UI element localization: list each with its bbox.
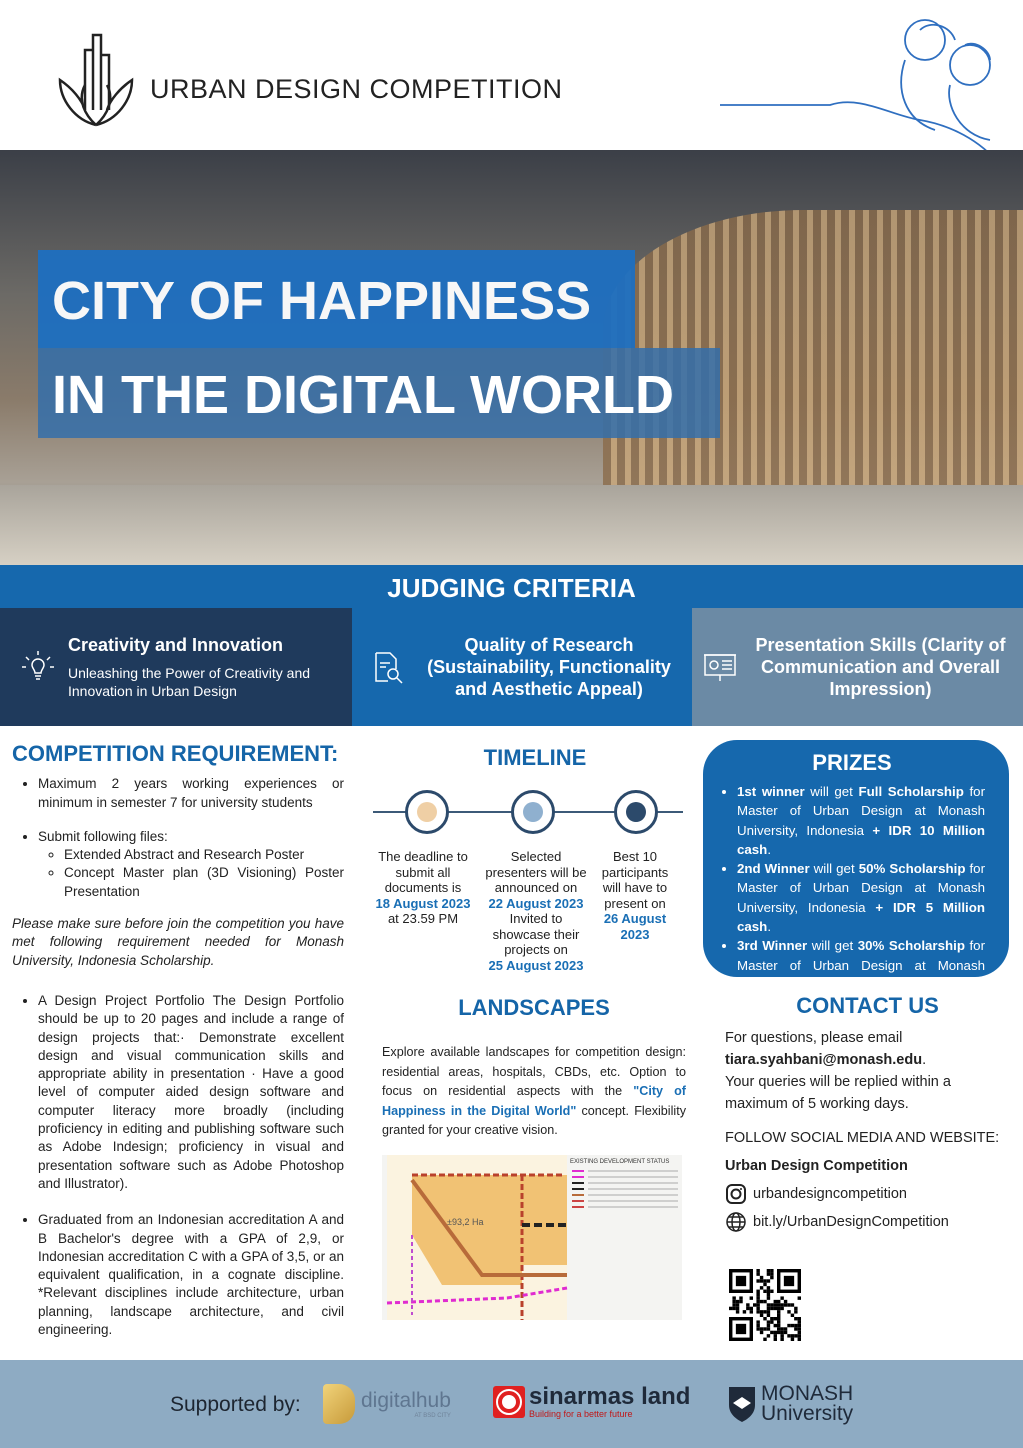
step-text: Invited to showcase their projects on (492, 911, 580, 957)
criterion-presentation (692, 608, 1023, 726)
timeline-step-2 (481, 849, 591, 973)
prize-award: 30% Scholarship (857, 938, 965, 954)
timeline-node-2 (511, 790, 555, 834)
prize-item (737, 782, 985, 859)
logo-text: sinarmas land (529, 1383, 691, 1410)
text: concept. Flexibility granted for your creative vision. (382, 1103, 686, 1137)
requirement-item (38, 775, 344, 812)
logo-subtext: Building for a better future (529, 1409, 633, 1419)
monash-university-logo (727, 1384, 853, 1424)
logo-text: MONASH (761, 1382, 854, 1405)
landscapes (382, 995, 686, 1141)
prize-mid: will get (809, 861, 859, 877)
logo-text: University (761, 1402, 854, 1425)
prize-rank: 3rd Winner (737, 938, 808, 954)
prize-rest: for Master of Urban Design at Monash University, Indonesia (737, 861, 986, 915)
timeline-step-3 (597, 849, 673, 942)
prize-end: . (767, 919, 772, 935)
requirement-item: • Graduated from an Indonesian accreditation A and B Bachelor's degree with a GPA of 2,9, or Indonesian accreditation C with a GPA of 3,5, or an equivalent qualification, in a cognate discipline. *Relevant disciplines include architecture, urban planning, landscape architecture, and civil engineering. (38, 1211, 344, 1339)
prize-end: . (767, 841, 772, 857)
concept-highlight: "City of Happiness in the Digital World" (382, 1084, 687, 1118)
step-date: 18 August 2023 (375, 895, 471, 911)
hero-title-line2: IN THE DIGITAL WORLD (38, 348, 720, 438)
requirement-subitem: ◦ Concept Master plan (3D Visioning) Poster Presentation (64, 864, 344, 901)
prize-rest: for Master of Urban Design at Monash University, Indonesia (737, 938, 985, 992)
step-text: Selected presenters will be announced on (485, 849, 587, 895)
contact-us: CONTACT US For questions, please email tiara.syahbani@monash.edu. Your queries will be replied within a maximum of 5 working days. FOLLOW SOCIAL MEDIA AND WEBSITE: Urban Design Competition urbandesigncompetition bit.ly/UrbanDesignCompetition (725, 995, 1010, 1233)
criterion-title: Presentation Skills (Clarity of Communication and Overall Impression) (755, 635, 1006, 699)
requirement-text: Submit following files: (38, 828, 168, 844)
criterion-research (352, 608, 692, 726)
step-text: at 23.59 PM (387, 911, 459, 926)
logo-subtext: AT BSD CITY (414, 1413, 451, 1419)
judging-criteria-heading: JUDGING CRITERIA (0, 565, 1023, 609)
website-link[interactable]: bit.ly/UrbanDesignCompetition (753, 1214, 949, 1230)
prize-cash: + IDR 3 Million cash (737, 976, 985, 1012)
step-date: 25 August 2023 (488, 957, 584, 973)
timeline-node-1 (405, 790, 449, 834)
site-map (382, 1155, 682, 1320)
brand-title: URBAN DESIGN COMPETITION (150, 74, 563, 104)
contact-reply-note: Your queries will be replied within a maximum of 5 working days. (725, 1074, 951, 1112)
prize-rank: 1st winner (737, 784, 805, 799)
requirement-text: Maximum 2 years working experiences or minimum in semester 7 for university students (38, 776, 344, 810)
contact-line: For questions, please email (725, 1030, 903, 1046)
competition-requirement (12, 741, 344, 1339)
sinarmas-mark-icon (493, 1386, 525, 1418)
timeline-dot (626, 802, 646, 822)
requirement-item: • A Design Project Portfolio The Design Portfolio should be up to 20 pages and include a range of design projects that:· Demonstrate excellent design and visual communication skills and appropriate ability in presentation · Have a good level of computer aided design software and computer literacy more broadly (including proficiency in editing and publishing software such as Adobe Indesign; proficiency in visual and presentation software such as Adobe Photoshop and Illustrator). (38, 992, 344, 1193)
instagram-handle[interactable]: urbandesigncompetition (753, 1186, 907, 1202)
prize-cash: + IDR 10 Million cash (737, 822, 985, 857)
prize-end: . (767, 996, 772, 1012)
timeline-step-1 (373, 849, 473, 927)
criterion-title: Quality of Research (Sustainability, Functionality and Aesthetic Appeal) (427, 635, 671, 699)
criterion-creativity (0, 608, 352, 726)
digitalhub-logo (323, 1384, 451, 1424)
prize-rest: for Master of Urban Design at Monash University, Indonesia (737, 784, 985, 838)
timeline-dot (523, 802, 543, 822)
landscapes-description (382, 1043, 686, 1141)
step-date: 22 August 2023 (488, 895, 584, 911)
instagram-icon (725, 1183, 747, 1205)
step-text: The deadline to submit all documents is (378, 849, 468, 895)
digitalhub-mark-icon (323, 1384, 355, 1424)
scholarship-note: Please make sure before join the competition you have met following requirement needed for Monash University, Indonesia Scholarship. (12, 916, 344, 968)
prize-item (737, 859, 985, 936)
document-search-icon (370, 649, 406, 685)
step-text: Best 10 participants will have to present on (601, 849, 669, 911)
prizes-heading: PRIZES (812, 750, 892, 775)
prize-cash: + IDR 5 Million cash (737, 899, 985, 935)
step-date: 26 August 2023 (603, 911, 667, 942)
sinarmas-land-logo (493, 1385, 690, 1419)
contact-heading: CONTACT US (796, 993, 939, 1018)
criterion-title: Creativity and Innovation (68, 635, 284, 655)
org-name: Urban Design Competition (725, 1158, 908, 1174)
timeline-dot (417, 802, 437, 822)
instagram-row[interactable] (725, 1183, 1010, 1205)
contact-email[interactable]: tiara.syahbani@monash.edu (725, 1052, 923, 1068)
line-art-planners-illustration (720, 10, 1020, 170)
map-legend-title: EXISTING DEVELOPMENT STATUS (570, 1159, 670, 1165)
prize-award: Full Scholarship (858, 784, 964, 799)
timeline-node-3 (614, 790, 658, 834)
requirement-subitem: ◦ Extended Abstract and Research Poster (64, 846, 344, 864)
follow-heading: FOLLOW SOCIAL MEDIA AND WEBSITE: (725, 1130, 1000, 1146)
prize-rank: 2nd Winner (737, 861, 810, 877)
timeline (365, 745, 705, 975)
city-lotus-logo-icon (55, 30, 137, 130)
prize-mid: will get (807, 938, 858, 954)
monash-shield-icon (727, 1385, 757, 1423)
landscapes-heading: LANDSCAPES (458, 995, 610, 1020)
prize-mid: will get (804, 784, 859, 799)
site-map-drawing (382, 1155, 682, 1320)
criterion-subtitle: Unleashing the Power of Creativity and Innovation in Urban Design (68, 665, 311, 699)
website-row[interactable] (725, 1211, 1010, 1233)
timeline-heading: TIMELINE (483, 745, 587, 770)
supported-by-label: Supported by: (170, 1393, 301, 1416)
header (0, 0, 1023, 150)
map-area-label: ±93,2 Ha (447, 1217, 484, 1227)
lightbulb-icon (20, 649, 56, 685)
presentation-board-icon (702, 649, 738, 685)
requirement-item (38, 828, 344, 901)
text: Explore available landscapes for competition design: residential areas, hospitals, CBDs, etc. Option to focus on residential aspects with the (382, 1045, 686, 1098)
globe-icon (725, 1211, 747, 1233)
logo-text: digitalhub (361, 1389, 451, 1412)
prize-award: 50% Scholarship (858, 861, 966, 877)
hero-title-line1: CITY OF HAPPINESS (38, 250, 635, 348)
requirement-heading: COMPETITION REQUIREMENT: (12, 741, 339, 766)
qr-code[interactable] (729, 1269, 801, 1341)
